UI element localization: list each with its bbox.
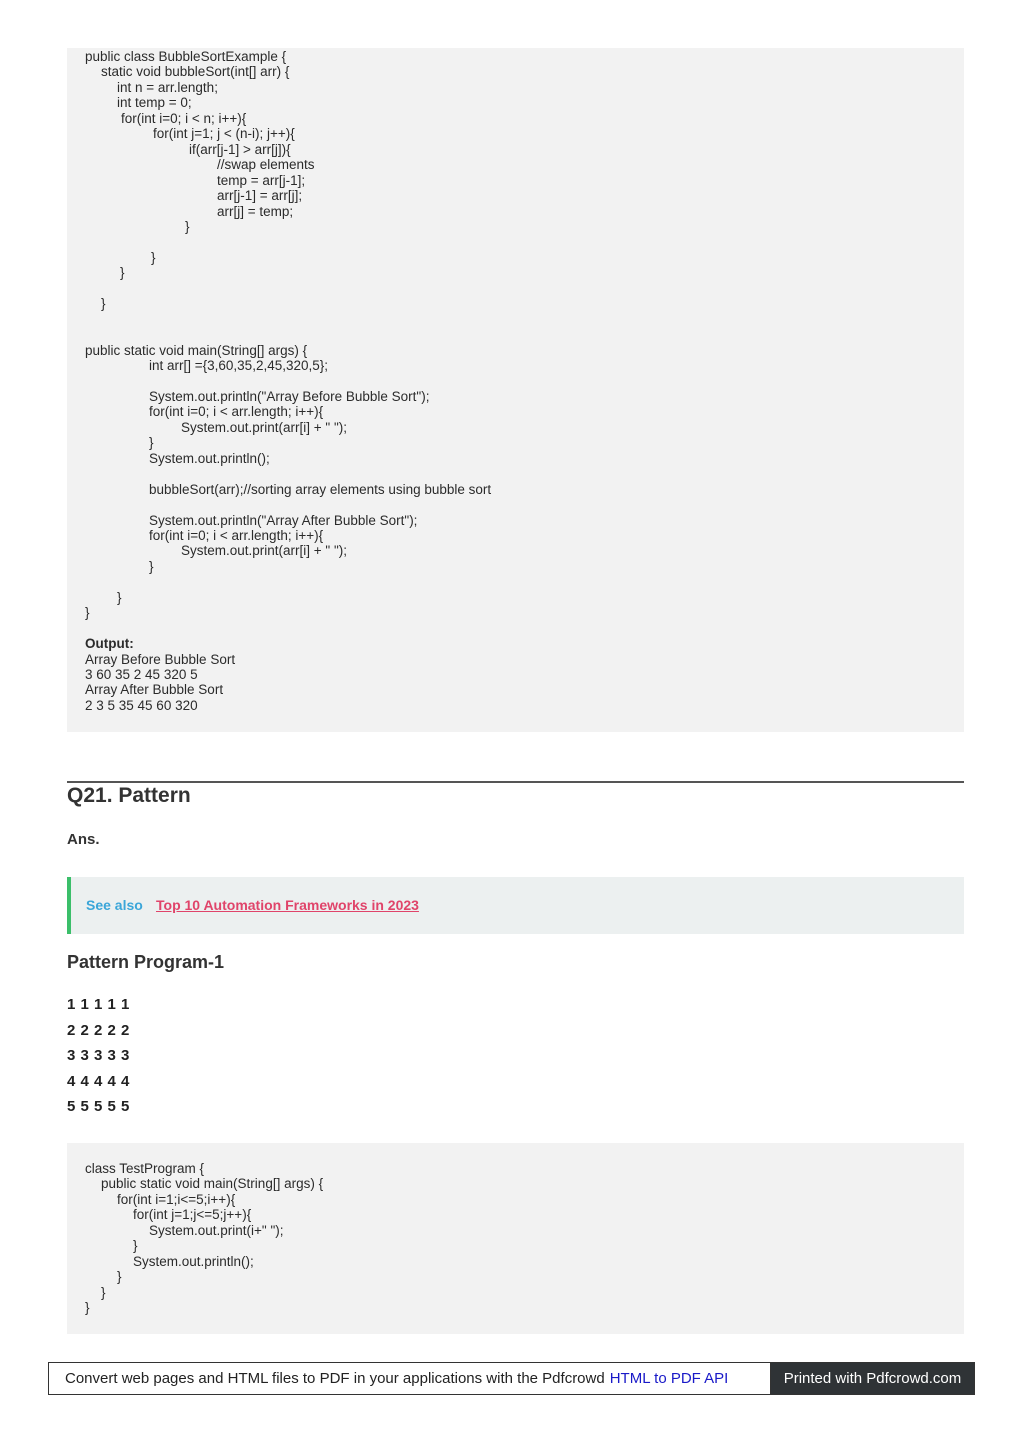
code-line: System.out.println(); <box>149 450 270 466</box>
code-line: System.out.println("Array After Bubble Sort"); <box>149 512 418 528</box>
code-line: int temp = 0; <box>117 95 192 111</box>
code-line: public static void main(String[] args) { <box>85 342 308 358</box>
see-also-label: See also <box>86 897 143 913</box>
code-line: for(int i=0; i < arr.length; i++){ <box>149 404 324 420</box>
code-line: Array Before Bubble Sort <box>85 651 236 667</box>
code-line: 3 60 35 2 45 320 5 <box>85 667 198 682</box>
code-line: } <box>120 265 125 281</box>
code-line: System.out.print(i+" "); <box>149 1222 284 1238</box>
see-also-link[interactable]: Top 10 Automation Frameworks in 2023 <box>156 897 419 913</box>
pattern-row: 2 2 2 2 2 <box>67 1022 130 1039</box>
code-line: System.out.print(arr[i] + " "); <box>181 543 348 559</box>
code-line: } <box>85 605 90 621</box>
code-line: System.out.println("Array Before Bubble Sort"); <box>149 388 430 404</box>
code-line: if(arr[j-1] > arr[j]){ <box>189 141 291 157</box>
code-line: public static void main(String[] args) { <box>101 1176 324 1192</box>
code-line: for(int i=0; i < arr.length; i++){ <box>149 527 324 543</box>
code-line: bubbleSort(arr);//sorting array elements using bubble sort <box>149 481 492 497</box>
code-line: for(int i=0; i < n; i++){ <box>121 110 247 126</box>
code-line: arr[j-1] = arr[j]; <box>217 188 303 204</box>
code-line: class TestProgram { <box>85 1161 205 1176</box>
pattern-row: 3 3 3 3 3 <box>67 1047 130 1064</box>
section-divider <box>67 781 964 783</box>
code-line: } <box>151 249 156 265</box>
code-line: for(int i=1;i<=5;i++){ <box>117 1191 236 1207</box>
output-label: Output: <box>85 636 134 652</box>
pattern-heading: Pattern Program-1 <box>67 952 225 972</box>
code-line: } <box>101 1284 106 1300</box>
code-line: //swap elements <box>217 157 315 173</box>
code-line: } <box>117 589 122 605</box>
code-block-bubble-sort <box>67 48 964 732</box>
see-also-box <box>67 877 964 934</box>
section-title: Q21. Pattern <box>67 784 191 807</box>
answer-label: Ans. <box>67 831 100 848</box>
code-line: } <box>185 218 190 234</box>
code-line: int arr[] ={3,60,35,2,45,320,5}; <box>149 358 329 373</box>
code-line: System.out.print(arr[i] + " "); <box>181 419 348 435</box>
code-line: } <box>85 1300 90 1316</box>
code-line: } <box>117 1269 122 1285</box>
pattern-row: 4 4 4 4 4 <box>67 1073 130 1090</box>
code-line: } <box>149 558 154 574</box>
pattern-row: 5 5 5 5 5 <box>67 1098 130 1115</box>
code-block-pattern <box>67 1143 964 1334</box>
code-line: for(int j=1; j < (n-i); j++){ <box>153 126 295 142</box>
pattern-row: 1 1 1 1 1 <box>67 996 130 1013</box>
footer-api-link[interactable]: HTML to PDF API <box>609 1370 729 1387</box>
footer-text: Convert web pages and HTML files to PDF in your applications with the Pdfcrowd <box>65 1370 605 1387</box>
code-line: } <box>133 1238 138 1254</box>
code-line: static void bubbleSort(int[] arr) { <box>101 64 290 80</box>
footer-message <box>49 1363 771 1394</box>
code-line: temp = arr[j-1]; <box>217 172 306 188</box>
pdfcrowd-footer <box>48 1362 975 1395</box>
code-line: } <box>101 296 106 312</box>
code-line: arr[j] = temp; <box>217 203 294 219</box>
code-line: } <box>149 435 154 451</box>
code-line: for(int j=1;j<=5;j++){ <box>133 1207 252 1223</box>
footer-printed-badge[interactable]: Printed with Pdfcrowd.com <box>771 1363 974 1394</box>
code-line: 2 3 5 35 45 60 320 <box>85 697 198 713</box>
code-line: public class BubbleSortExample { <box>85 49 287 64</box>
code-line: Array After Bubble Sort <box>85 682 224 698</box>
code-line: int n = arr.length; <box>117 79 218 95</box>
code-line: System.out.println(); <box>133 1253 254 1269</box>
